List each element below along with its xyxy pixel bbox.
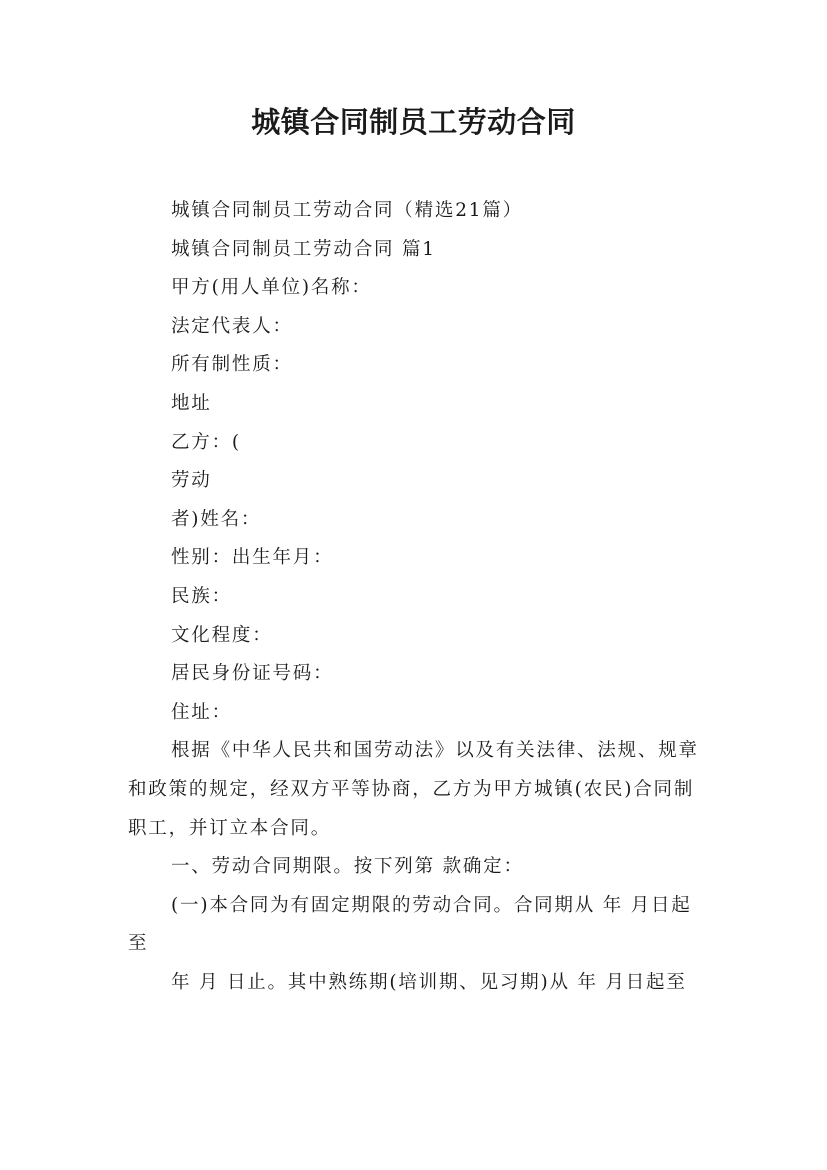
paragraph-labor: 劳动 [171,470,212,492]
paragraph-address: 地址 [171,392,212,414]
paragraph-party-a-name: 甲方(用人单位)名称： [171,277,372,299]
paragraph-subtitle: 城镇合同制员工劳动合同（精选21篇） [171,200,523,221]
paragraph-section-heading: 城镇合同制员工劳动合同 篇1 [171,238,436,260]
paragraph-ethnicity: 民族： [171,585,232,607]
document-body [128,192,708,1002]
document-title: 城镇合同制员工劳动合同 [251,105,576,139]
paragraph-contract-term: 一、劳动合同期限。按下列第 款确定： [171,856,524,878]
paragraph-education: 文化程度： [171,624,273,646]
paragraph-gender-birth: 性别：出生年月： [171,547,334,569]
paragraph-ownership-type: 所有制性质： [171,354,293,376]
paragraph-party-b: 乙方：( [171,431,241,453]
paragraph-fixed-term: (一)本合同为有固定期限的劳动合同。合同期从 年 月日起至 [128,894,692,955]
paragraph-id-number: 居民身份证号码： [171,663,334,685]
paragraph-probation: 年 月 日止。其中熟练期(培训期、见习期)从 年 月日起至 [171,971,687,993]
paragraph-residence: 住址： [171,701,232,723]
paragraph-legal-representative: 法定代表人： [171,315,293,337]
paragraph-worker-name: 者)姓名： [171,508,262,530]
paragraph-legal-basis: 根据《中华人民共和国劳动法》以及有关法律、法规、规章和政策的规定，经双方平等协商，乙方为甲方城镇(农民)合同制职工，并订立本合同。 [128,740,699,839]
